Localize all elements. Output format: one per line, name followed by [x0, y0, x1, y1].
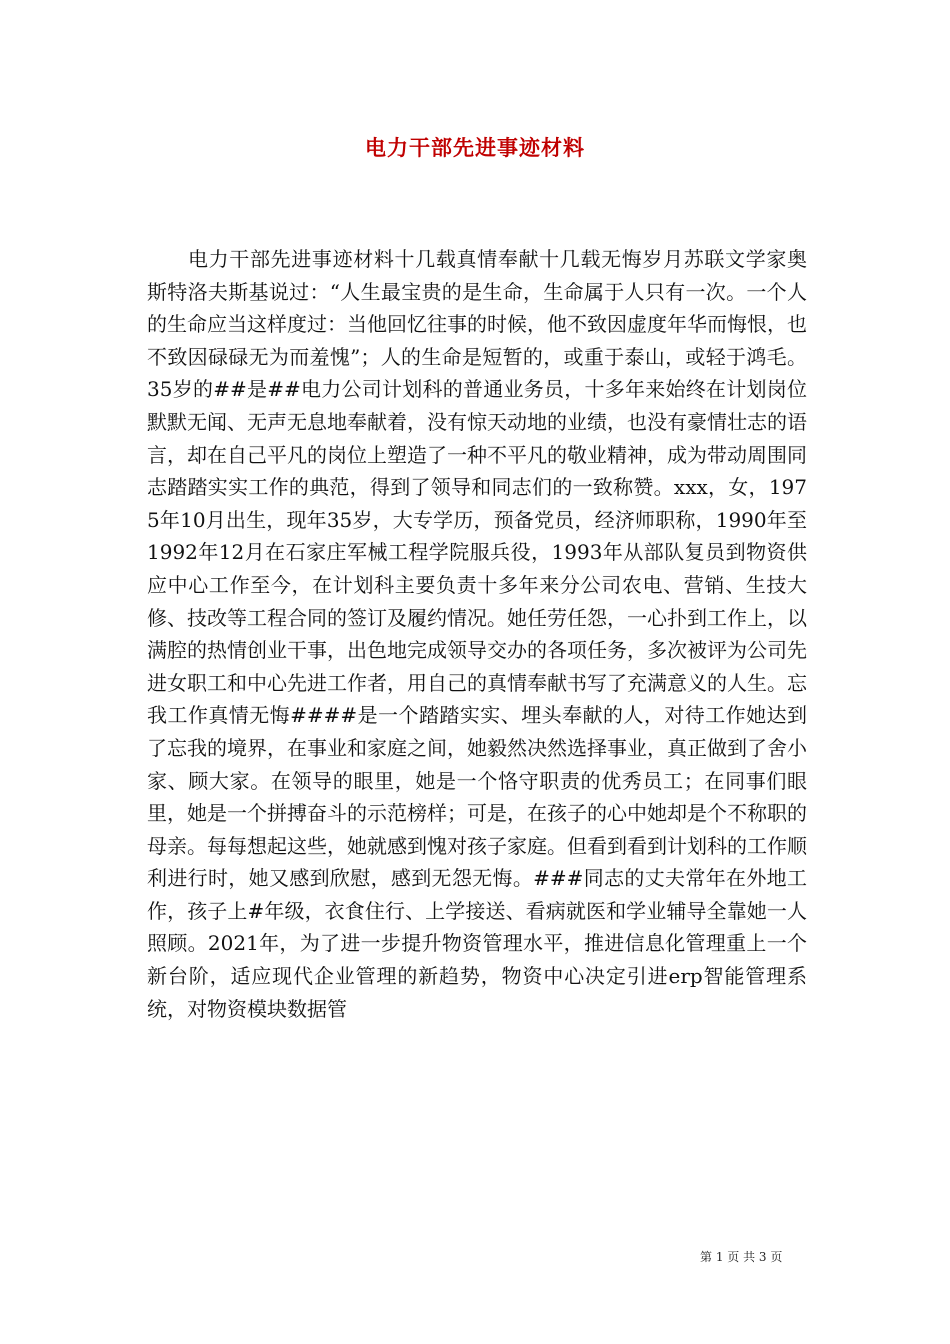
document-title: 电力干部先进事迹材料 [365, 136, 585, 160]
page-number-footer: 第 1 页 共 3 页 [700, 1250, 783, 1264]
document-body-paragraph: 电力干部先进事迹材料十几载真情奉献十几载无悔岁月苏联文学家奥斯特洛夫斯基说过：“人生最宝贵的是生命，生命属于人只有一次。一个人的生命应当这样度过：当他回忆往事的时候，他不致因虚度年华而悔恨，也不致因碌碌无为而羞愧”；人的生命是短暂的，或重于泰山，或轻于鸿毛。35岁的##是##电力公司计划科的普通业务员，十多年来始终在计划岗位默默无闻、无声无息地奉献着，没有惊天动地的业绩，也没有豪情壮志的语言，却在自己平凡的岗位上塑造了一种不平凡的敬业精神，成为带动周围同志踏踏实实工作的典范，得到了领导和同志们的一致称赞。xxx，女，1975年10月出生，现年35岁，大专学历，预备党员，经济师职称，1990年至1992年12月在石家庄军械工程学院服兵役，1993年从部队复员到物资供应中心工作至今，在计划科主要负责十多年来分公司农电、营销、生技大修、技改等工程合同的签订及履约情况。她任劳任怨，一心扑到工作上，以满腔的热情创业干事，出色地完成领导交办的各项任务，多次被评为公司先进女职工和中心先进工作者，用自己的真情奉献书写了充满意义的人生。忘我工作真情无悔####是一个踏踏实实、埋头奉献的人，对待工作她达到了忘我的境界，在事业和家庭之间，她毅然决然选择事业，真正做到了舍小家、顾大家。在领导的眼里，她是一个恪守职责的优秀员工；在同事们眼里，她是一个拼搏奋斗的示范榜样；可是，在孩子的心中她却是个不称职的母亲。每每想起这些，她就感到愧对孩子家庭。但看到看到计划科的工作顺利进行时，她又感到欣慰，感到无怨无悔。###同志的丈夫常年在外地工作，孩子上#年级，衣食住行、上学接送、看病就医和学业辅导全靠她一人照顾。2021年，为了进一步提升物资管理水平，推进信息化管理重上一个新台阶，适应现代企业管理的新趋势，物资中心决定引进erp智能管理系统，对物资模块数据管 [147, 247, 807, 1021]
